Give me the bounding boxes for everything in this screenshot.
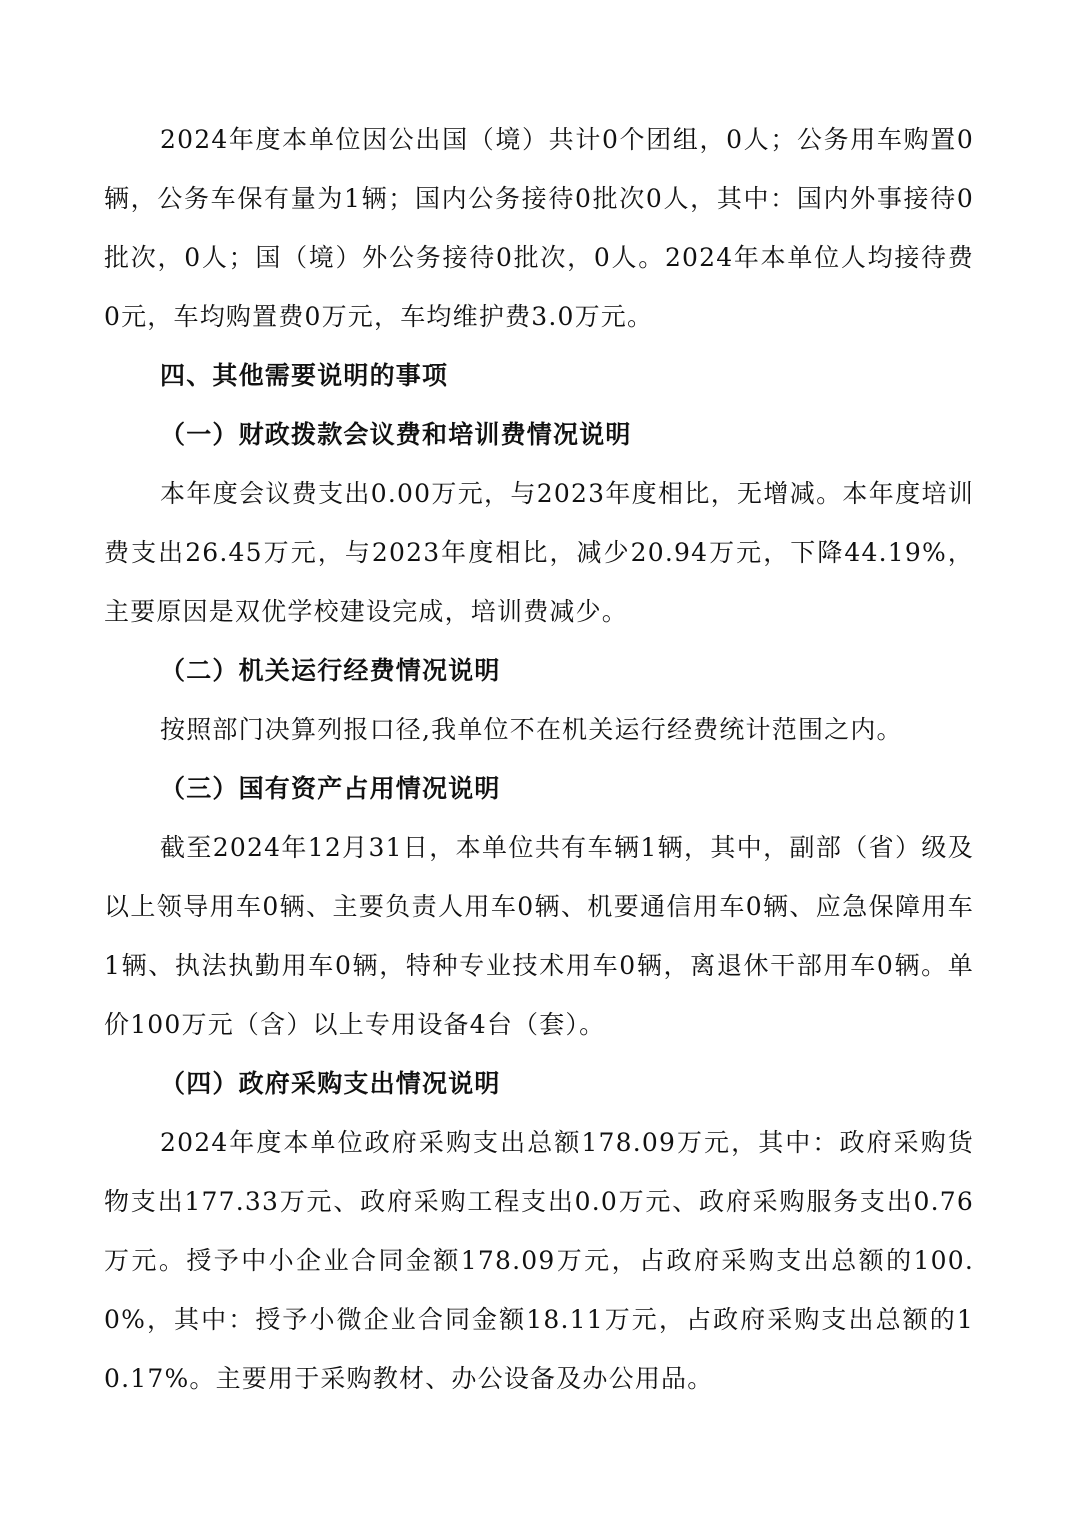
paragraph-operating-expenses: 按照部门决算列报口径,我单位不在机关运行经费统计范围之内。 bbox=[160, 715, 903, 744]
paragraph-state-assets: 截至2024年12月31日，本单位共有车辆1辆，其中，副部（省）级及以上领导用车0辆、主要负责人用车0辆、机要通信用车0辆、应急保障用车1辆、执法执勤用车0辆，特种专业技术用车0辆，离退休干部用车0辆。单价100万元（含）以上专用设备4台（套）。 bbox=[104, 833, 974, 1039]
paragraph-meeting-training-fees: 本年度会议费支出0.00万元，与2023年度相比，无增减。本年度培训费支出26.45万元，与2023年度相比，减少20.94万元，下降44.19%，主要原因是双优学校建设完成，培训费减少。 bbox=[104, 479, 974, 626]
paragraph-official-travel-vehicles: 2024年度本单位因公出国（境）共计0个团组，0人；公务用车购置0辆，公务车保有量为1辆；国内公务接待0批次0人，其中：国内外事接待0批次，0人；国（境）外公务接待0批次，0人。2024年本单位人均接待费0元，车均购置费0万元，车均维护费3.0万元。 bbox=[104, 125, 974, 331]
subheading-meeting-training-fees: （一）财政拨款会议费和培训费情况说明 bbox=[160, 420, 632, 449]
section-heading-other-matters: 四、其他需要说明的事项 bbox=[160, 361, 449, 390]
subheading-state-assets: （三）国有资产占用情况说明 bbox=[160, 774, 501, 803]
subheading-government-procurement: （四）政府采购支出情况说明 bbox=[160, 1069, 501, 1098]
paragraph-government-procurement: 2024年度本单位政府采购支出总额178.09万元，其中：政府采购货物支出177.33万元、政府采购工程支出0.0万元、政府采购服务支出0.76万元。授予中小企业合同金额178.09万元，占政府采购支出总额的100.0%，其中：授予小微企业合同金额18.11万元，占政府采购支出总额的10.17%。主要用于采购教材、办公设备及办公用品。 bbox=[104, 1128, 974, 1393]
subheading-operating-expenses: （二）机关运行经费情况说明 bbox=[160, 656, 501, 685]
